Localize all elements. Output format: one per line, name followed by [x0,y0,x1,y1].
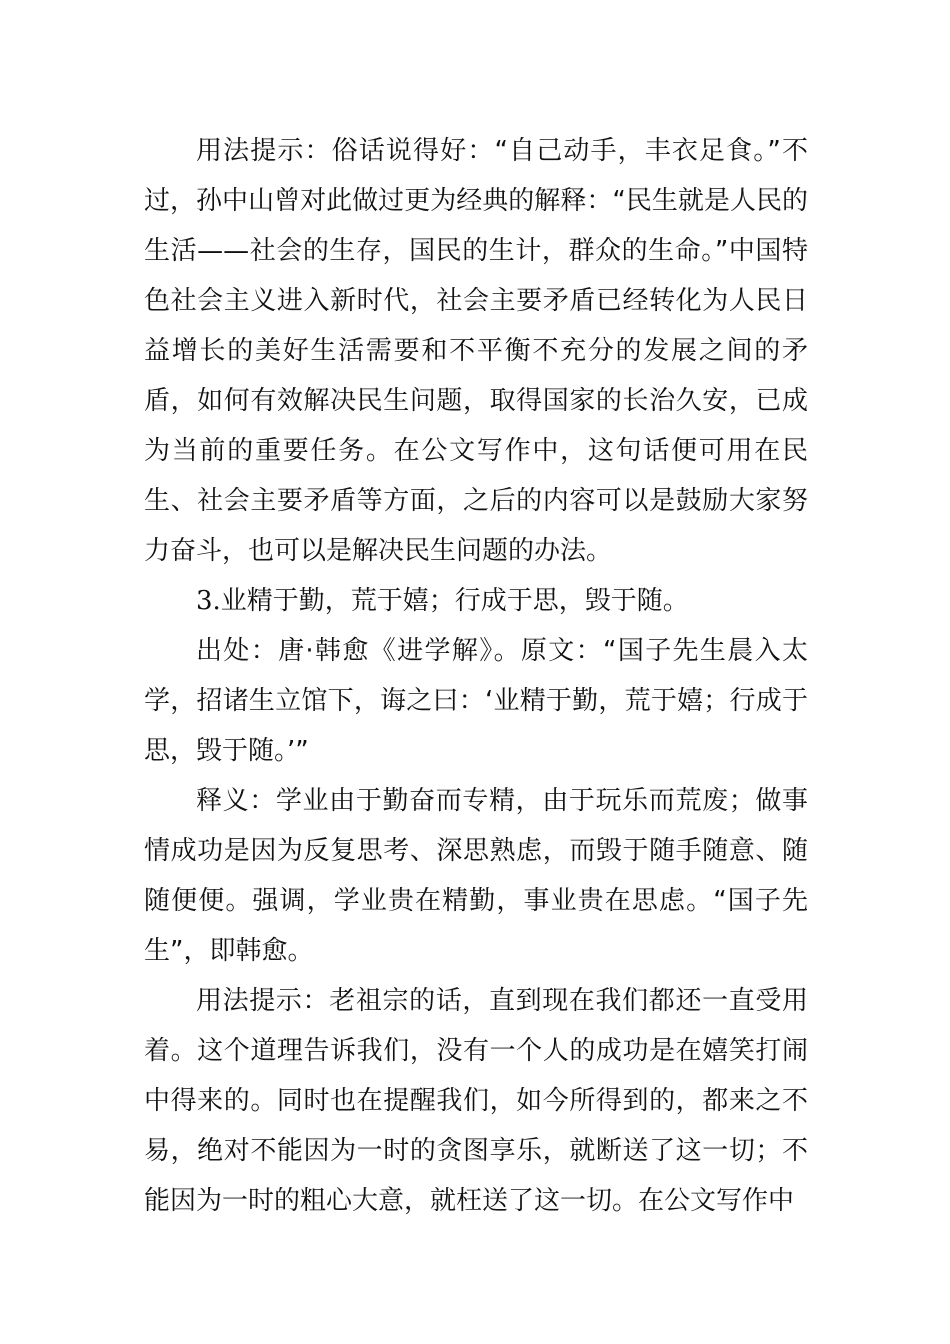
paragraph-source: 出处：唐·韩愈《进学解》。原文：“国子先生晨入太学，招诸生立馆下，诲之曰：‘业精于勤，荒于嬉；行成于思，毁于随。’” [144,636,808,766]
paragraph-meaning: 释义：学业由于勤奋而专精，由于玩乐而荒废；做事情成功是因为反复思考、深思熟虑，而毁于随手随意、随随便便。强调，学业贵在精勤，事业贵在思虑。“国子先生”，即韩愈。 [144,786,808,966]
paragraph-usage-tip-2: 用法提示：老祖宗的话，直到现在我们都还一直受用着。这个道理告诉我们，没有一个人的成功是在嬉笑打闹中得来的。同时也在提醒我们，如今所得到的，都来之不易，绝对不能因为一时的贪图享乐，就断送了这一切；不能因为一时的粗心大意，就枉送了这一切。在公文写作中 [144,986,808,1216]
paragraph-heading-3: 3.业精于勤，荒于嬉；行成于思，毁于随。 [196,586,689,616]
paragraph-usage-tip-1: 用法提示：俗话说得好：“自己动手，丰衣足食。”不过，孙中山曾对此做过更为经典的解释：“民生就是人民的生活——社会的生存，国民的生计，群众的生命。”中国特色社会主义进入新时代，社会主要矛盾已经转化为人民日益增长的美好生活需要和不平衡不充分的发展之间的矛盾，如何有效解决民生问题，取得国家的长治久安，已成为当前的重要任务。在公文写作中，这句话便可用在民生、社会主要矛盾等方面，之后的内容可以是鼓励大家努力奋斗，也可以是解决民生问题的办法。 [144,136,808,566]
document-body [144,126,808,1226]
